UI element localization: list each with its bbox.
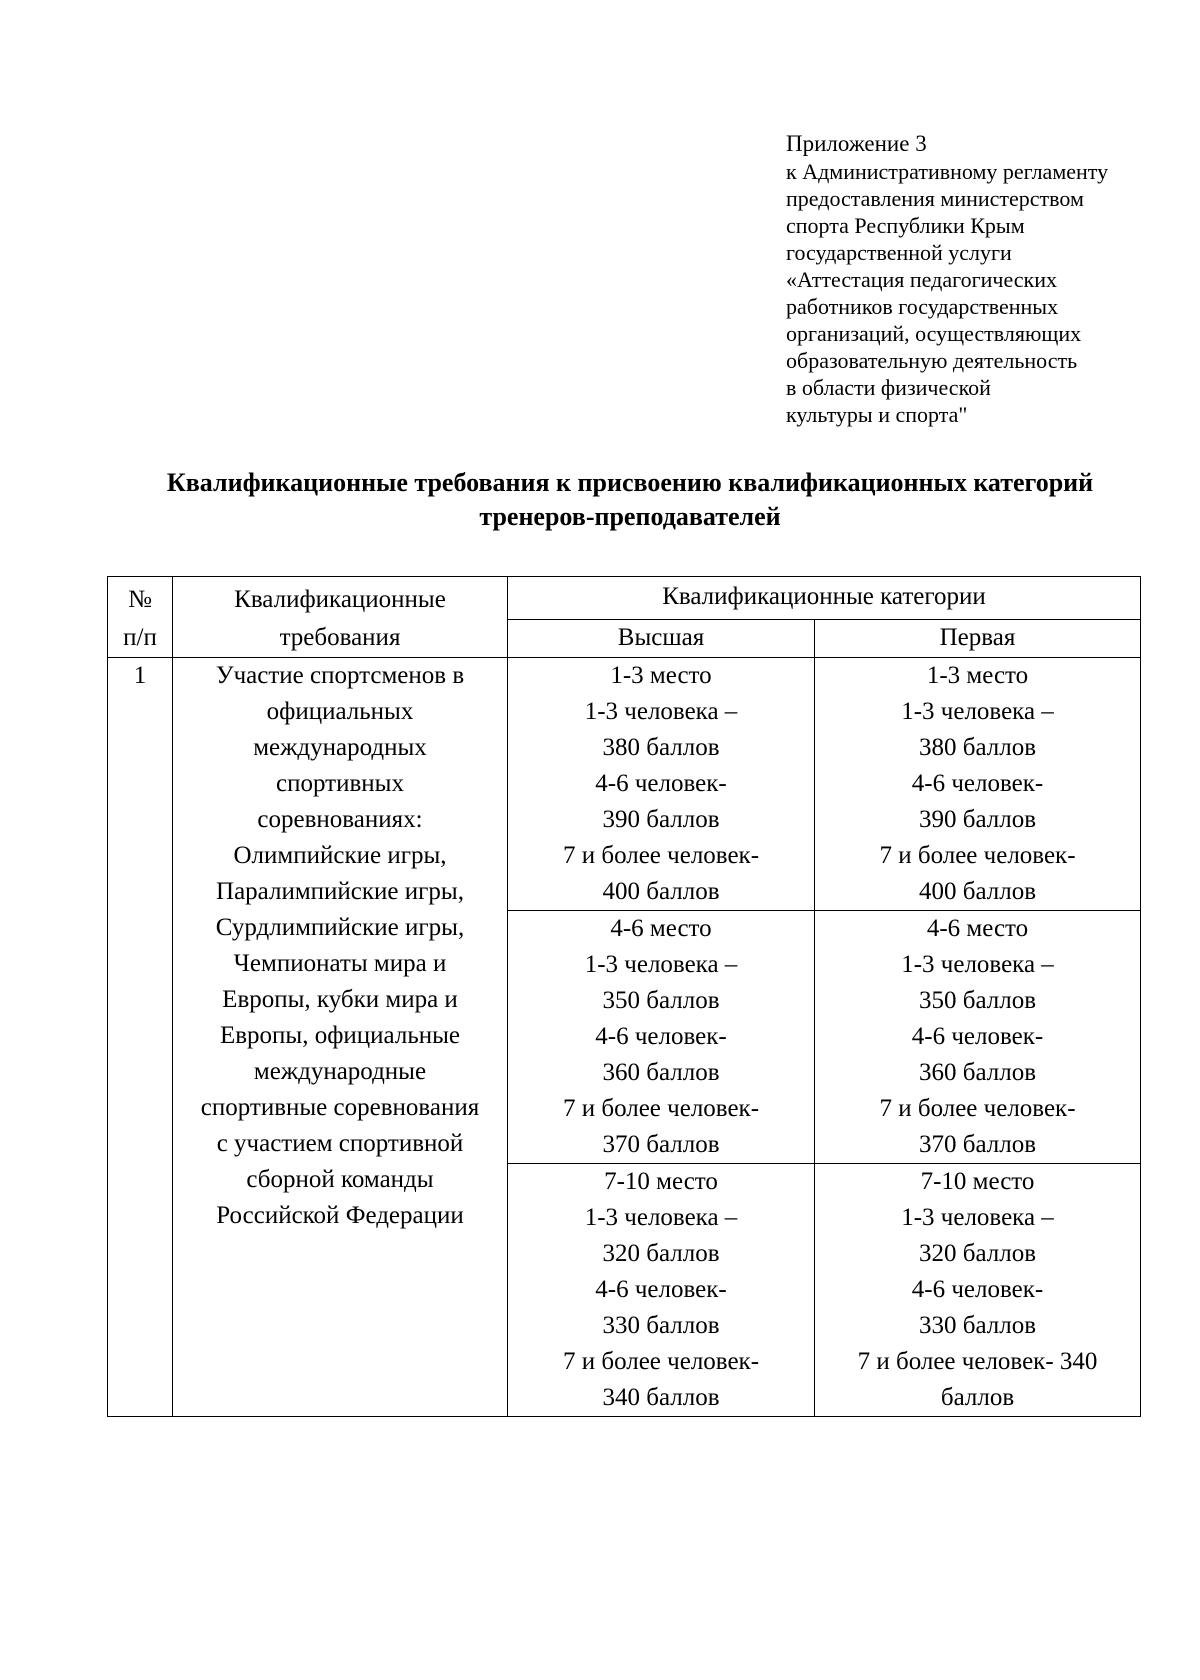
requirement-line: спортивных — [276, 770, 404, 797]
requirement-line: спортивные соревнования — [200, 1094, 480, 1121]
annex-line: работников государственных — [786, 294, 1059, 319]
highest-score-cell — [508, 658, 815, 911]
annex-line: в области физической — [786, 375, 991, 400]
header-categories: Квалификационные категории — [508, 577, 1141, 620]
annex-line: государственной услуги — [786, 240, 1012, 265]
requirement-line: Паралимпийские игры, — [216, 878, 464, 905]
table-header-row — [108, 577, 1141, 620]
requirement-line: с участием спортивной — [216, 1130, 464, 1157]
score-line: 1-3 человека – — [584, 698, 738, 725]
score-line: 7-10 место — [920, 1168, 1035, 1195]
requirement-line: Чемпионаты мира и — [233, 950, 447, 977]
score-line: 1-3 место — [610, 662, 712, 689]
score-line: 4-6 место — [926, 915, 1029, 942]
score-line: 1-3 место — [926, 662, 1029, 689]
score-line: 340 баллов — [602, 1384, 720, 1411]
score-line: 7 и более человек- — [562, 1348, 760, 1375]
annex-line: Приложение 3 — [786, 131, 927, 156]
score-line: 360 баллов — [602, 1059, 720, 1086]
requirement-cell — [173, 658, 508, 1417]
highest-score-cell — [508, 1164, 815, 1417]
title-line-1: Квалификационные требования к присвоению квалификационных категорий — [166, 468, 1094, 497]
score-line: 350 баллов — [918, 987, 1037, 1014]
score-line: 380 баллов — [602, 734, 720, 761]
header-number-line: № — [128, 586, 152, 613]
first-score-cell — [815, 1164, 1141, 1417]
annex-line: образовательную деятельность — [786, 348, 1078, 373]
row-number: 1 — [108, 658, 173, 1417]
score-line: 320 баллов — [602, 1240, 720, 1267]
score-line: 380 баллов — [918, 734, 1037, 761]
score-line: 320 баллов — [918, 1240, 1037, 1267]
score-line: 4-6 место — [610, 915, 712, 942]
score-line: 7 и более человек- 340 — [857, 1348, 1098, 1375]
score-line: 330 баллов — [918, 1312, 1037, 1339]
score-line: 1-3 человека – — [901, 951, 1054, 978]
title-line-2: тренеров-преподавателей — [479, 502, 781, 531]
requirement-line: Российской Федерации — [216, 1202, 464, 1229]
score-line: 370 баллов — [918, 1131, 1037, 1158]
requirement-line: международные — [253, 1058, 427, 1085]
document-title — [100, 466, 1160, 534]
score-line: 4-6 человек- — [595, 1023, 727, 1050]
score-line: 390 баллов — [602, 806, 720, 833]
header-requirements-line: требования — [279, 624, 401, 651]
annex-header — [786, 130, 1166, 428]
header-number-line: п/п — [123, 624, 157, 651]
score-line: 1-3 человека – — [901, 698, 1054, 725]
requirement-line: Участие спортсменов в — [215, 662, 465, 689]
score-line: 7-10 место — [604, 1168, 718, 1195]
score-line: 4-6 человек- — [595, 1276, 727, 1303]
header-number — [108, 577, 173, 658]
first-score-cell — [815, 911, 1141, 1164]
score-line: 400 баллов — [602, 878, 720, 905]
score-line: 4-6 человек- — [911, 1276, 1044, 1303]
first-score-cell — [815, 658, 1141, 911]
requirement-line: сборной команды — [246, 1166, 434, 1193]
requirements-table — [107, 576, 1141, 1417]
score-line: 1-3 человека – — [584, 1204, 738, 1231]
annex-line: культуры и спорта" — [786, 402, 968, 427]
score-line: 7 и более человек- — [879, 1095, 1076, 1122]
requirement-line: международных — [253, 734, 427, 761]
requirement-line: Европы, официальные — [219, 1022, 461, 1049]
annex-line: организаций, осуществляющих — [786, 321, 1082, 346]
highest-score-cell — [508, 911, 815, 1164]
score-line: 390 баллов — [918, 806, 1037, 833]
table-row — [108, 658, 1141, 911]
annex-line: «Аттестация педагогических — [786, 267, 1057, 292]
score-line: 4-6 человек- — [595, 770, 727, 797]
score-line: 7 и более человек- — [562, 1095, 760, 1122]
header-requirements — [173, 577, 508, 658]
score-line: 4-6 человек- — [911, 770, 1044, 797]
header-first: Первая — [815, 619, 1141, 657]
requirement-line: Олимпийские игры, — [233, 842, 447, 869]
annex-line: спорта Республики Крым — [786, 213, 1025, 238]
score-line: 7 и более человек- — [562, 842, 760, 869]
score-line: 4-6 человек- — [911, 1023, 1044, 1050]
header-highest: Высшая — [508, 619, 815, 657]
score-line: 370 баллов — [602, 1131, 720, 1158]
annex-line: предоставления министерством — [786, 186, 1084, 211]
score-line: 1-3 человека – — [901, 1204, 1054, 1231]
score-line: 400 баллов — [918, 878, 1037, 905]
requirement-line: соревнованиях: — [257, 806, 423, 833]
requirement-line: Сурдлимпийские игры, — [215, 914, 465, 941]
header-requirements-line: Квалификационные — [234, 586, 446, 613]
score-line: 350 баллов — [602, 987, 720, 1014]
requirement-line: официальных — [266, 698, 414, 725]
score-line: 360 баллов — [918, 1059, 1037, 1086]
score-line: 7 и более человек- — [879, 842, 1076, 869]
requirement-line: Европы, кубки мира и — [222, 986, 458, 1013]
score-line: 330 баллов — [602, 1312, 720, 1339]
score-line: баллов — [940, 1384, 1015, 1411]
score-line: 1-3 человека – — [584, 951, 738, 978]
annex-line: к Административному регламенту — [786, 159, 1109, 184]
